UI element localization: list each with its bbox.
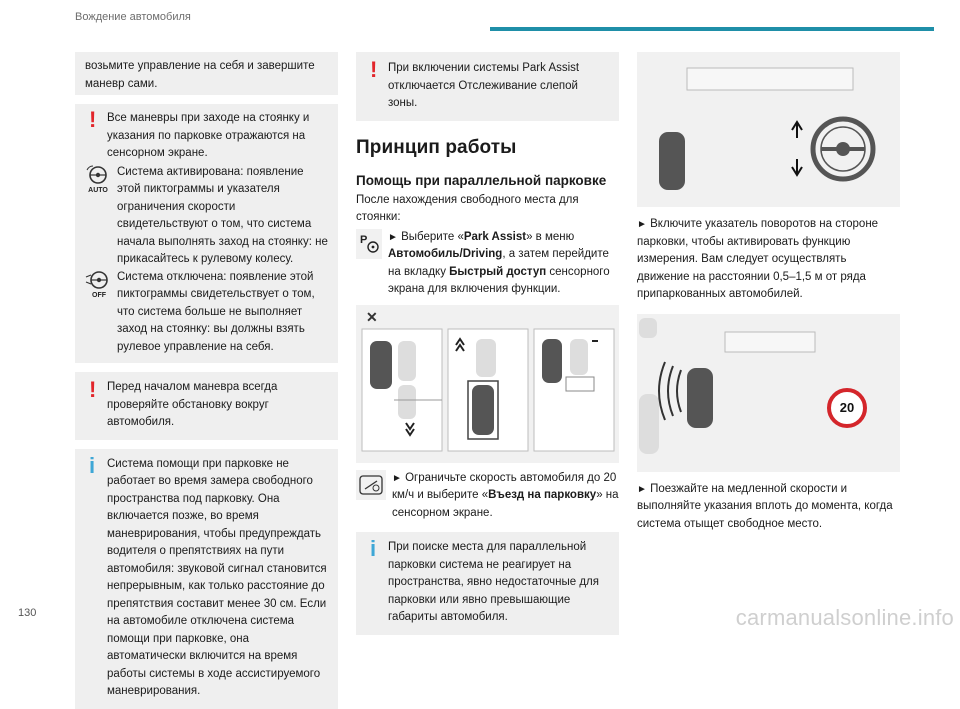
warning-text-screen: Все маневры при заходе на стоянку и указания по парковке отражаются на сенсорном экране. [107,112,310,159]
left-column [75,52,338,709]
svg-text:P: P [360,233,368,246]
warning-mark-icon: ! [370,57,378,82]
activation-illustration [637,52,900,207]
bullet-arrow-icon: ► [637,483,647,495]
step2-row [356,470,619,523]
intro-paragraph: После нахождения свободного места для стоянки: [356,193,579,223]
close-icon: ✕ [366,308,378,325]
right-column [637,52,900,533]
step3-text: ► Включите указатель поворотов на стороне парковки, чтобы активировать функцию измерения. Вам следует осуществлять движение на расстоянии 0,5–1,5 м от ряда припаркованных автомобилей. [637,218,879,300]
subsection-title: Помощь при параллельной парковке [356,172,607,188]
page-number: 130 [18,607,37,619]
info-mark-icon: i [370,536,377,561]
warning-mark-icon: ! [89,377,97,402]
warning-text-surroundings: Перед началом маневра всегда проверяйте обстановку вокруг автомобиля. [107,381,278,428]
step2-text: ► Ограничьте скорость автомобиля до 20 км/ч и выберите «Въезд на парковку» на сенсорном экране. [392,471,619,519]
warning-box-surroundings [75,372,338,440]
off-row [85,269,328,357]
park-assist-icon [356,229,382,259]
warning-text-blind-spot: При включении системы Park Assist отключается Отслеживание слепой зоны. [388,62,580,109]
off-steering-icon [85,269,111,299]
info-text-parking-sensors: Система помощи при парковке не работает во время замера свободного пространства под парковку. Она включается позже, во время маневрирования, чтобы предупреждать водителя о препятствиях на пути автомобиля: звуковой сигнал становится непрерывным, как только расстояние до препятствия составит менее 30 см. Если на автомобиле отключена система помощи при парковке, она автоматически включится на время работы системы в ходе ассистируемого маневрирования. [107,457,327,697]
touchscreen-illustration [356,305,619,463]
info-box-parking-sensors [75,449,338,709]
step1-text: ► Выберите «Park Assist» в меню Автомобиль/Driving, а затем перейдите на вкладку Быстрый доступ сенсорного экрана для включения функции. [388,230,610,295]
parking-modes-graphic [356,305,619,463]
speed-limit-icon [356,470,386,500]
auto-icon-label: AUTO [88,186,108,194]
off-icon-label: OFF [92,291,106,299]
measuring-illustration [637,314,900,472]
warning-mark-icon: ! [89,107,97,132]
page-header-title: Вождение автомобиля [75,11,191,23]
watermark-text: carmanualsonline.info [735,605,954,630]
warning-box-screen [75,104,338,363]
header-accent-rule [490,27,934,31]
info-box-parallel-search [356,532,619,635]
speed-sign-value: 20 [839,399,855,415]
info-mark-icon: i [89,452,96,478]
section-title: Принцип работы [356,136,517,158]
intro-text: возьмите управление на себя и завершите маневр сами. [85,60,315,90]
step1-row [356,229,619,299]
info-text-parallel-search: При поиске места для параллельной парковки система не реагирует на пространства, явно недостаточные для парковки или явно превышающие габариты автомобиля. [388,541,599,623]
auto-row [85,164,328,269]
bullet-arrow-icon: ► [392,472,402,484]
middle-column [356,52,619,635]
intro-box [75,52,338,95]
warning-box-blind-spot [356,52,619,121]
auto-text: Система активирована: появление этой пиктограммы и указателя ограничения скорости свидетельствуют о том, что система начала выполнять заход на стоянку: не прикасайтесь к рулевому колесу. [117,165,328,265]
step4-text: ► Поезжайте на медленной скорости и выполняйте указания вплоть до момента, когда система отыщет свободное место. [637,482,893,530]
auto-steering-icon [85,164,111,194]
off-text: Система отключена: появление этой пиктограммы свидетельствует о том, что система больше не выполняет заход на стоянку: вы должны взять рулевое управление на себя. [117,270,315,353]
bullet-arrow-icon: ► [637,219,647,230]
bullet-arrow-icon: ► [388,231,398,243]
sensor-waves-icon [677,370,681,412]
